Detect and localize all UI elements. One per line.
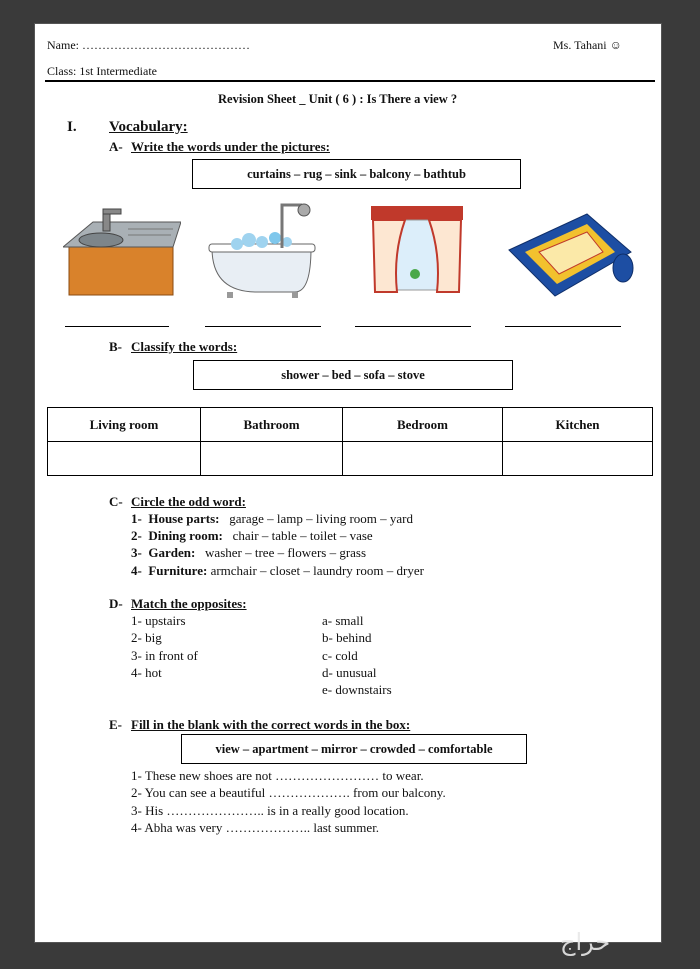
partB-label: B- [109, 339, 122, 354]
blank-4[interactable] [505, 326, 621, 327]
partB-instruction: Classify the words: [131, 339, 238, 354]
match-left-item: 4- hot [131, 665, 162, 680]
partA-instruction: Write the words under the pictures: [131, 139, 330, 154]
worksheet-page [34, 23, 662, 943]
match-right-item: e- downstairs [322, 682, 392, 697]
cell-living-room[interactable] [48, 442, 201, 476]
odd-word-item: 3- Garden: washer – tree – flowers – grass [131, 545, 367, 560]
cell-bathroom[interactable] [201, 442, 343, 476]
match-left-item: 3- in front of [131, 648, 198, 663]
blank-3[interactable] [355, 326, 471, 327]
col-bathroom: Bathroom [201, 408, 343, 442]
curtains-picture [371, 204, 463, 296]
partD-label: D- [109, 596, 123, 611]
partA-label: A- [109, 139, 123, 154]
match-right-item: b- behind [322, 630, 372, 645]
odd-word-item: 1- House parts: garage – lamp – living room – yard [131, 511, 413, 526]
rug-picture [505, 210, 635, 300]
fill-blank-item: 2- You can see a beautiful ………………. from our balcony. [131, 785, 446, 800]
fill-blank-item: 3- His ………………….. is in a really good location. [131, 803, 409, 818]
section-numeral: I. [67, 119, 77, 135]
col-kitchen: Kitchen [503, 408, 653, 442]
fill-blank-item: 4- Abha was very ……………….. last summer. [131, 820, 380, 835]
fill-blank-item: 1- These new shoes are not …………………… to wear. [131, 768, 424, 783]
classify-table [47, 407, 653, 476]
bathtub-picture [207, 200, 317, 300]
partD-instruction: Match the opposites: [131, 596, 247, 611]
col-living-room: Living room [48, 408, 201, 442]
match-left-item: 1- upstairs [131, 613, 186, 628]
match-right-item: a- small [322, 613, 364, 628]
odd-word-item: 2- Dining room: chair – table – toilet – vase [131, 528, 373, 543]
page-title: Revision Sheet _ Unit ( 6 ) : Is There a view ? [218, 92, 458, 106]
cell-kitchen[interactable] [503, 442, 653, 476]
section-heading: Vocabulary: [109, 119, 188, 135]
blank-1[interactable] [65, 326, 169, 327]
odd-word-item: 4- Furniture: armchair – closet – laundry room – dryer [131, 563, 424, 578]
teacher-name: Ms. Tahani ☺ [553, 38, 622, 52]
match-right-item: d- unusual [322, 665, 377, 680]
partC-instruction: Circle the odd word: [131, 494, 246, 509]
match-right-item: c- cold [322, 648, 358, 663]
col-bedroom: Bedroom [343, 408, 503, 442]
watermark-logo: حراج [560, 928, 611, 956]
sink-picture [63, 207, 181, 297]
name-field: Name: …………………………………… [47, 38, 250, 52]
cell-bedroom[interactable] [343, 442, 503, 476]
blank-2[interactable] [205, 326, 321, 327]
partE-instruction: Fill in the blank with the correct words in the box: [131, 717, 411, 732]
partE-label: E- [109, 717, 122, 732]
class-label: Class: 1st Intermediate [47, 64, 157, 78]
header-divider [45, 80, 655, 82]
partC-label: C- [109, 494, 123, 509]
partB-word-box: shower – bed – sofa – stove [193, 360, 513, 390]
match-left-item: 2- big [131, 630, 162, 645]
partA-word-box: curtains – rug – sink – balcony – bathtub [192, 159, 521, 189]
partE-word-box: view – apartment – mirror – crowded – comfortable [181, 734, 527, 764]
